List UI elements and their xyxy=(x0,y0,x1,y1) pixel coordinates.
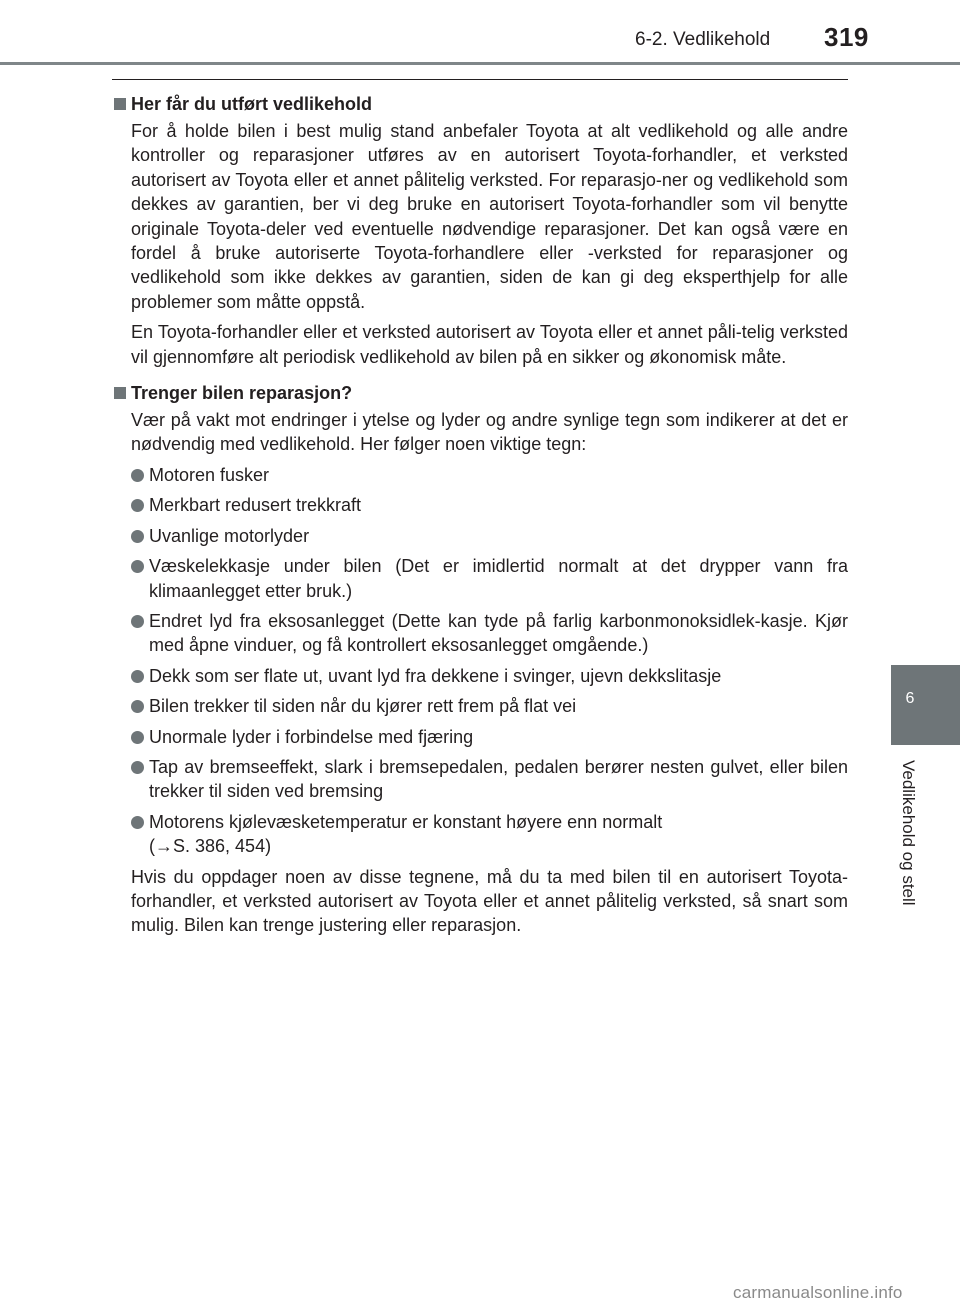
section-heading-text: Trenger bilen reparasjon? xyxy=(131,383,353,404)
paragraph: Hvis du oppdager noen av disse tegnene, må du ta med bilen til en autorisert Toyota-forhandler, et verksted autorisert av Toyota eller et annet pålitelig verksted, så snart som mulig. Bilen kan trenge justering eller reparasjon. xyxy=(131,866,848,936)
page-reference-link[interactable]: S. 386, 454) xyxy=(173,836,272,857)
circle-bullet-icon xyxy=(131,816,144,829)
list-item-text: Dekk som ser flate ut, uvant lyd fra dekkene i svinger, ujevn dekkslitasje xyxy=(149,665,722,686)
open-paren: ( xyxy=(149,836,155,857)
circle-bullet-icon xyxy=(131,700,144,713)
list-item xyxy=(131,755,848,804)
list-item-text: Uvanlige motorlyder xyxy=(149,525,310,546)
circle-bullet-icon xyxy=(131,731,144,744)
circle-bullet-icon xyxy=(131,499,144,512)
section-heading xyxy=(112,92,848,116)
list-item-text: Bilen trekker til siden når du kjører rett frem på flat vei xyxy=(149,696,577,717)
list-item xyxy=(131,554,848,603)
paragraph: For å holde bilen i best mulig stand anbefaler Toyota at alt vedlikehold og alle andre kontroller og reparasjoner utføres av en autorisert Toyota-forhandler, et verksted autorisert av Toyota eller et annet pålitelig verksted. For reparasjo-ner og vedlikehold som dekkes av garantien, ber vi deg bruke en autorisert Toyota-forhandler som vil benytte originale Toyota-deler ved eventuelle nødvendige reparasjoner. Det kan også være en fordel å bruke autoriserte Toyota-forhandlere eller -verksted for reparasjoner og vedlikehold som ikke dekkes av garantien, siden de kan gi deg eksperthjelp for alle problemer som måtte oppstå. xyxy=(131,121,848,312)
section-heading-text: Her får du utført vedlikehold xyxy=(131,94,373,114)
chapter-number: 6 xyxy=(905,690,915,707)
page-header xyxy=(0,0,960,60)
list-item xyxy=(131,609,848,658)
circle-bullet-icon xyxy=(131,530,144,543)
square-bullet-icon xyxy=(114,98,126,110)
circle-bullet-icon xyxy=(131,560,144,573)
paragraph: Vær på vakt mot endringer i ytelse og lyder og andre synlige tegn som indikerer at det er nødvendig med vedlikehold. Her følger noen viktige tegn: xyxy=(131,410,848,455)
list-item xyxy=(131,725,848,749)
list-item-text: Endret lyd fra eksosanlegget (Dette kan tyde på farlig karbonmonoksidlek-kasje. Kjør med åpne vinduer, og få kontrollert eksosanlegget omgående.) xyxy=(149,610,848,656)
section-heading xyxy=(112,381,848,405)
list-item-text: Motorens kjølevæsketemperatur er konstant høyere enn normalt xyxy=(149,811,663,832)
circle-bullet-icon xyxy=(131,469,144,482)
list-item xyxy=(131,694,848,718)
list-item-text: Motoren fusker xyxy=(149,464,270,485)
page-number: 319 xyxy=(824,22,869,52)
square-bullet-icon xyxy=(114,387,126,399)
main-content xyxy=(112,80,848,944)
list-item xyxy=(131,493,848,517)
list-item xyxy=(131,810,848,859)
watermark: carmanualsonline.info xyxy=(733,1283,903,1302)
arrow-right-icon: → xyxy=(155,836,173,857)
circle-bullet-icon xyxy=(131,670,144,683)
circle-bullet-icon xyxy=(131,615,144,628)
list-item xyxy=(131,463,848,487)
list-item xyxy=(131,664,848,688)
circle-bullet-icon xyxy=(131,761,144,774)
header-divider xyxy=(0,62,960,65)
chapter-label: Vedlikehold og stell xyxy=(899,760,918,906)
list-item-text: Merkbart redusert trekkraft xyxy=(149,495,362,516)
list-item-text: Unormale lyder i forbindelse med fjæring xyxy=(149,726,474,747)
list-item xyxy=(131,524,848,548)
list-item-text: Væskelekkasje under bilen (Det er imidlertid normalt at det drypper vann fra klimaanlegget etter bruk.) xyxy=(149,556,848,601)
header-section-title: 6-2. Vedlikehold xyxy=(635,29,771,50)
list-item-text: Tap av bremseeffekt, slark i bremsepedalen, pedalen berører nesten gulvet, eller bilen trekker til siden ved bremsing xyxy=(149,756,848,802)
paragraph: En Toyota-forhandler eller et verksted autorisert av Toyota eller et annet påli-telig verksted vil gjennomføre alt periodisk vedlikehold av bilen på en sikker og økonomisk måte. xyxy=(131,322,848,367)
